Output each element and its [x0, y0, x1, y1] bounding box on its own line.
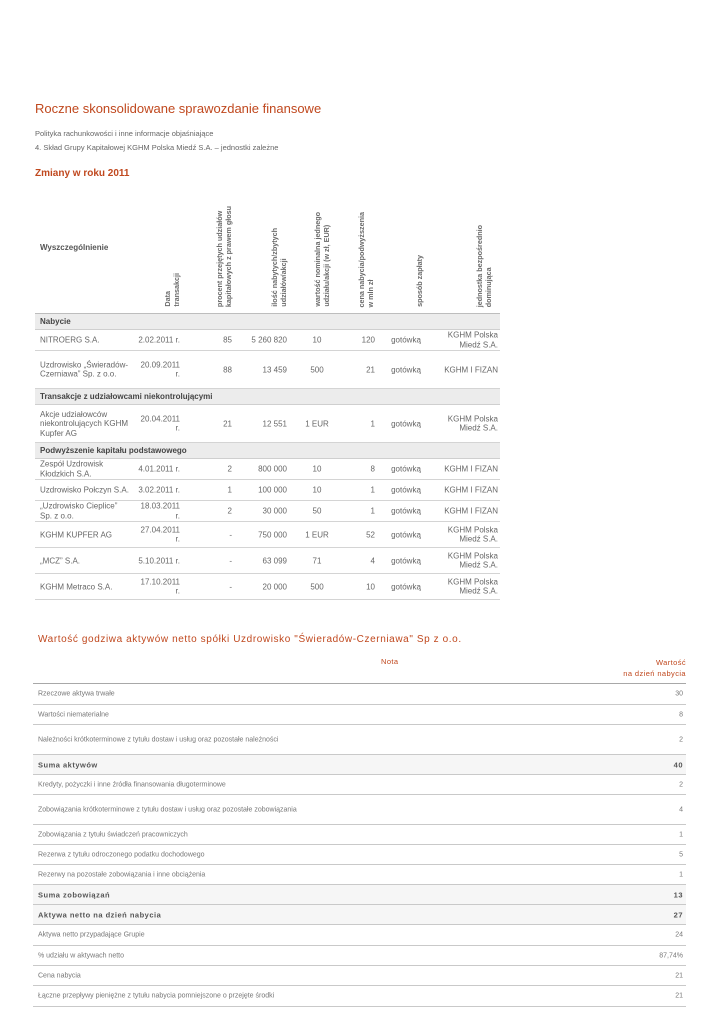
cell-qty: 13 459 — [262, 364, 287, 374]
row-value: 87,74% — [659, 952, 683, 959]
cell-pct: 2 — [227, 506, 232, 516]
cell-name: Uzdrowisko Połczyn S.A. — [40, 485, 129, 495]
cell-price: 1 — [370, 485, 375, 495]
cell-nominal: 500 — [310, 364, 324, 374]
table-row — [33, 966, 686, 986]
table-row — [35, 351, 500, 389]
cell-date: 17.10.2011 r. — [140, 577, 180, 596]
table-row — [33, 725, 686, 755]
col-pct-header: procent przejętych udziałów kapitałowych z prawem głosu — [215, 205, 233, 307]
cell-date: 27.04.2011 r. — [140, 525, 180, 544]
cell-price: 1 — [370, 506, 375, 516]
row-value: 13 — [673, 890, 683, 899]
cell-qty: 100 000 — [258, 485, 287, 495]
col-date-header: Data transakcji — [163, 273, 181, 307]
cell-nominal: 50 — [312, 506, 322, 516]
row-value: 30 — [675, 690, 683, 698]
col-payment-header: sposób zapłaty — [415, 255, 424, 307]
table-row — [33, 795, 686, 825]
cell-pct: - — [229, 581, 232, 591]
cell-price: 21 — [366, 364, 375, 374]
cell-payment: gotówką — [391, 555, 421, 565]
cell-pct: 2 — [227, 464, 232, 474]
cell-name: Akcje udziałowców niekontrolujących KGHM Kupfer AG — [40, 409, 129, 438]
col-entity-header: jednostka bezpośrednio dominująca — [475, 224, 493, 307]
cell-name: Zespół Uzdrowisk Kłodzkich S.A. — [40, 459, 104, 478]
cell-date: 18.03.2011 r. — [140, 501, 180, 520]
fair-value-title: Wartość godziwa aktywów netto spółki Uzdrowisko "Świeradów-Czerniawa" Sp z o.o. — [38, 634, 462, 645]
cell-price: 52 — [366, 529, 375, 539]
table-row — [35, 574, 500, 600]
col-price-header: cena nabycia/podwyższenia w mln zł — [357, 211, 375, 307]
row-label: Rezerwa z tytułu odroczonego podatku dochodowego — [38, 851, 205, 858]
cell-entity: KGHM Polska Miedź S.A. — [447, 525, 498, 544]
cell-pct: 21 — [223, 418, 232, 428]
row-value: 1 — [679, 871, 683, 878]
cell-pct: 88 — [223, 364, 232, 374]
table-row — [33, 825, 686, 845]
cell-pct: 85 — [223, 335, 232, 345]
row-value: 1 — [679, 831, 683, 838]
cell-qty: 12 551 — [262, 418, 287, 428]
row-label: Suma aktywów — [38, 760, 98, 769]
cell-date: 2.02.2011 r. — [138, 335, 180, 345]
cell-entity: KGHM I FIZAN — [444, 506, 498, 516]
table-row — [33, 885, 686, 905]
row-label: Rezerwy na pozostałe zobowiązania i inne obciążenia — [38, 871, 206, 878]
value-header-line2: na dzień nabycia — [623, 669, 686, 678]
cell-entity: KGHM Polska Miedź S.A. — [447, 414, 498, 433]
cell-payment: gotówką — [391, 506, 421, 516]
cell-name: „MCZ” S.A. — [40, 555, 80, 565]
cell-qty: 750 000 — [258, 529, 287, 539]
table-row — [33, 775, 686, 795]
cell-pct: 1 — [227, 485, 232, 495]
cell-payment: gotówką — [391, 335, 421, 345]
cell-payment: gotówką — [391, 464, 421, 474]
cell-price: 8 — [370, 464, 375, 474]
changes-table-body — [35, 314, 500, 600]
row-label: Kredyty, pożyczki i inne źródła finansowania długoterminowe — [38, 781, 226, 788]
row-value: 40 — [673, 760, 683, 769]
row-label: Suma zobowiązań — [38, 890, 111, 899]
cell-nominal: 10 — [312, 485, 322, 495]
row-label: Należności krótkoterminowe z tytułu dostaw i usług oraz pozostałe należności — [38, 736, 279, 743]
cell-nominal: 500 — [310, 581, 324, 591]
row-value: 21 — [675, 972, 683, 979]
cell-entity: KGHM I FIZAN — [444, 364, 498, 374]
row-value: 2 — [679, 781, 683, 788]
nota-column-header: Nota — [381, 657, 399, 666]
fair-value-table — [33, 683, 686, 1007]
table-row — [35, 330, 500, 351]
cell-entity: KGHM I FIZAN — [444, 464, 498, 474]
cell-date: 5.10.2011 r. — [138, 555, 180, 565]
cell-nominal: 71 — [312, 555, 322, 565]
cell-entity: KGHM Polska Miedź S.A. — [447, 551, 498, 570]
cell-qty: 63 099 — [262, 555, 287, 565]
row-label: % udziału w aktywach netto — [38, 952, 124, 959]
row-label: Łączne przepływy pieniężne z tytułu nabycia pomniejszone o przejęte środki — [38, 992, 275, 1000]
cell-entity: KGHM Polska Miedź S.A. — [447, 577, 498, 596]
row-label: Zobowiązania z tytułu świadczeń pracowniczych — [38, 831, 188, 838]
cell-nominal: 10 — [312, 464, 322, 474]
cell-name: „Uzdrowisko Cieplice” Sp. z o.o. — [40, 501, 118, 520]
row-label: Zobowiązania krótkoterminowe z tytułu dostaw i usług oraz pozostałe zobowiązania — [38, 806, 297, 813]
cell-name: Uzdrowisko „Świeradów-Czerniawa” Sp. z o.o. — [40, 360, 129, 379]
table-row — [33, 925, 686, 946]
cell-price: 1 — [370, 418, 375, 428]
changes-title: Zmiany w roku 2011 — [35, 168, 130, 179]
cell-price: 10 — [366, 581, 375, 591]
cell-payment: gotówką — [391, 485, 421, 495]
col-qty-header: ilość nabytych/zbytych udziałów/akcji — [270, 228, 288, 307]
cell-entity: KGHM I FIZAN — [444, 485, 498, 495]
table-row — [35, 501, 500, 522]
cell-price: 4 — [370, 555, 375, 565]
col-nominal-header: wartość nominalna jednego udziału/akcji (w zł, EUR) — [313, 212, 331, 307]
col-name-header: Wyszczególnienie — [40, 243, 109, 252]
cell-date: 3.02.2011 r. — [138, 485, 180, 495]
cell-nominal: 1 EUR — [305, 529, 329, 539]
cell-qty: 800 000 — [258, 464, 287, 474]
table-row — [33, 705, 686, 725]
row-label: Cena nabycia — [38, 972, 81, 979]
row-value: 2 — [679, 736, 683, 743]
cell-qty: 30 000 — [262, 506, 287, 516]
table-row — [35, 522, 500, 548]
cell-name: KGHM KUPFER AG — [40, 529, 113, 539]
table-row — [33, 986, 686, 1007]
section-header: Nabycie — [35, 314, 500, 330]
row-label: Wartości niematerialne — [38, 711, 109, 718]
cell-date: 20.04.2011 r. — [140, 414, 180, 433]
subtitle-policy: Polityka rachunkowości i inne informacje objaśniające — [35, 129, 214, 138]
document-title: Roczne skonsolidowane sprawozdanie finansowe — [35, 101, 322, 116]
cell-payment: gotówką — [391, 418, 421, 428]
changes-table — [35, 183, 500, 600]
cell-pct: - — [229, 555, 232, 565]
section-header: Transakcje z udziałowcami niekontrolującymi — [35, 389, 500, 405]
cell-nominal: 10 — [312, 335, 322, 345]
table-row — [33, 755, 686, 775]
cell-nominal: 1 EUR — [305, 418, 329, 428]
row-label: Aktywa netto na dzień nabycia — [38, 910, 162, 919]
cell-payment: gotówką — [391, 364, 421, 374]
row-value: 27 — [673, 910, 683, 919]
value-header-line1: Wartość — [655, 658, 686, 667]
table-row — [33, 865, 686, 885]
cell-price: 120 — [361, 335, 375, 345]
row-value: 8 — [679, 711, 683, 718]
row-label: Rzeczowe aktywa trwałe — [38, 690, 115, 698]
cell-pct: - — [229, 529, 232, 539]
table-row — [35, 459, 500, 480]
row-value: 24 — [675, 931, 683, 939]
cell-qty: 20 000 — [262, 581, 287, 591]
cell-qty: 5 260 820 — [251, 335, 287, 345]
table-row — [35, 480, 500, 501]
cell-date: 20.09.2011 r. — [140, 360, 180, 379]
table-row — [35, 548, 500, 574]
cell-name: KGHM Metraco S.A. — [40, 581, 113, 591]
table-row — [33, 905, 686, 925]
table-row — [33, 946, 686, 966]
table-row — [35, 405, 500, 443]
table-row — [33, 684, 686, 705]
cell-name: NITROERG S.A. — [40, 335, 100, 345]
subtitle-section: 4. Skład Grupy Kapitałowej KGHM Polska Miedź S.A. – jednostki zależne — [35, 143, 279, 152]
value-column-header — [623, 657, 686, 679]
changes-table-header — [35, 183, 500, 314]
cell-payment: gotówką — [391, 581, 421, 591]
row-value: 5 — [679, 851, 683, 858]
cell-date: 4.01.2011 r. — [138, 464, 180, 474]
table-row — [33, 845, 686, 865]
cell-entity: KGHM Polska Miedź S.A. — [447, 330, 498, 349]
cell-payment: gotówką — [391, 529, 421, 539]
row-value: 4 — [679, 806, 683, 813]
row-label: Aktywa netto przypadające Grupie — [38, 931, 145, 939]
section-header: Podwyższenie kapitału podstawowego — [35, 443, 500, 459]
row-value: 21 — [675, 992, 683, 1000]
